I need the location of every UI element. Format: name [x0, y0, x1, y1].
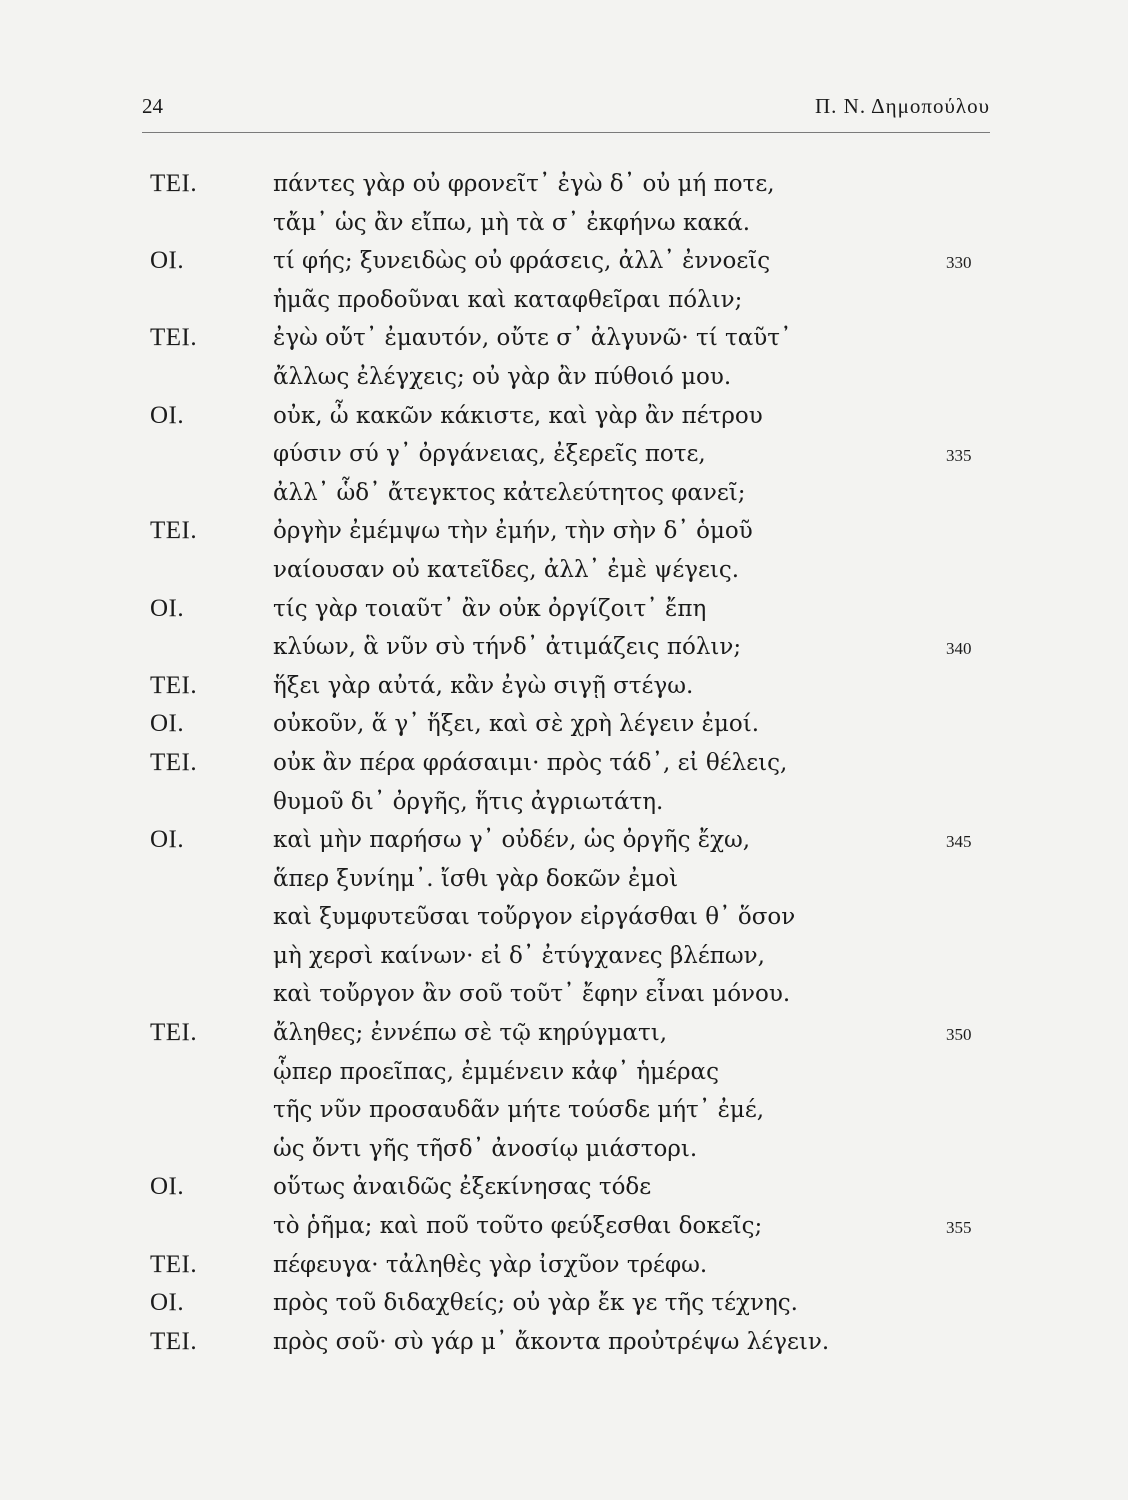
line-number: 340: [946, 639, 972, 659]
verse-text-line: θυμοῦ δι᾽ ὀργῆς, ἥτις ἀγριωτάτη.: [273, 788, 664, 815]
verse-line: [0, 898, 1128, 937]
speaker-label: ΟΙ.: [150, 401, 185, 429]
verse-text-line: ᾧπερ προεῖπας, ἐμμένειν κἀφ᾽ ἡμέρας: [273, 1058, 719, 1085]
running-head: Π. Ν. Δημοπούλου: [815, 94, 990, 118]
speaker-label: ΟΙ.: [150, 594, 185, 622]
verse-text-line: ὀργὴν ἐμέμψω τὴν ἐμήν, τὴν σὴν δ᾽ ὁμοῦ: [273, 518, 753, 545]
verse-line: [0, 281, 1128, 320]
verse-line: [0, 1014, 1128, 1053]
verse-text-line: τίς γὰρ τοιαῦτ᾽ ἂν οὐκ ὀργίζοιτ᾽ ἔπη: [273, 595, 707, 622]
verse-line: [0, 590, 1128, 629]
verse-text-line: καὶ μὴν παρήσω γ᾽ οὐδέν, ὡς ὀργῆς ἔχω,: [273, 827, 751, 854]
verse-line: [0, 821, 1128, 860]
verse-text-line: πρὸς σοῦ· σὺ γάρ μ᾽ ἄκοντα προὐτρέψω λέγειν.: [273, 1328, 830, 1355]
page-number: 24: [142, 94, 163, 118]
verse-line: [0, 744, 1128, 783]
verse-line: [0, 1168, 1128, 1207]
speaker-label: ΟΙ.: [150, 710, 185, 738]
verse-text-line: τὸ ῥῆμα; καὶ ποῦ τοῦτο φεύξεσθαι δοκεῖς;: [273, 1213, 763, 1240]
verse-line: [0, 397, 1128, 436]
verse-text-line: ναίουσαν οὐ κατεῖδες, ἀλλ᾽ ἐμὲ ψέγεις.: [273, 556, 740, 583]
verse-line: [0, 1130, 1128, 1169]
speaker-label: ΤΕΙ.: [150, 170, 198, 197]
page-header: [142, 92, 990, 133]
verse-line: [0, 1091, 1128, 1130]
verse-line: [0, 1323, 1128, 1362]
verse-line: [0, 204, 1128, 243]
verse-text-line: ἄληθες; ἐννέπω σὲ τῷ κηρύγματι,: [273, 1020, 668, 1047]
verse-text-line: πρὸς τοῦ διδαχθείς; οὐ γὰρ ἔκ γε τῆς τέχνης.: [273, 1290, 798, 1317]
verse-line: [0, 435, 1128, 474]
verse-line: [0, 783, 1128, 822]
verse-text-line: οὐκ ἂν πέρα φράσαιμι· πρὸς τάδ᾽, εἰ θέλεις,: [273, 749, 788, 776]
verse-text-line: πάντες γὰρ οὐ φρονεῖτ᾽ ἐγὼ δ᾽ οὐ μή ποτε,: [273, 171, 775, 197]
verse-text-line: ἥξει γὰρ αὐτά, κἂν ἐγὼ σιγῇ στέγω.: [273, 672, 694, 699]
verse-text-line: ἅπερ ξυνίημ᾽. ἴσθι γὰρ δοκῶν ἐμοὶ: [273, 865, 679, 892]
verse-line: [0, 474, 1128, 513]
verse-line: [0, 1207, 1128, 1246]
verse-line: [0, 1284, 1128, 1323]
verse-line: [0, 860, 1128, 899]
speaker-label: ΤΕΙ.: [150, 1327, 198, 1355]
verse-line: [0, 1053, 1128, 1092]
verse-text-line: οὐκοῦν, ἅ γ᾽ ἥξει, καὶ σὲ χρὴ λέγειν ἐμοί.: [273, 711, 760, 738]
verse-text-line: ἡμᾶς προδοῦναι καὶ καταφθεῖραι πόλιν;: [273, 286, 743, 313]
verse-text-line: ἐγὼ οὔτ᾽ ἐμαυτόν, οὔτε σ᾽ ἀλγυνῶ· τί ταῦτ᾽: [273, 325, 792, 352]
verse-text-line: ἄλλως ἐλέγχεις; οὐ γὰρ ἂν πύθοιό μου.: [273, 363, 732, 390]
verse-line: [0, 667, 1128, 706]
verse-line: [0, 358, 1128, 397]
verse-line: [0, 705, 1128, 744]
speaker-label: ΤΕΙ.: [150, 671, 198, 699]
verse-text-line: καὶ τοὔργον ἂν σοῦ τοῦτ᾽ ἔφην εἶναι μόνου.: [273, 981, 791, 1008]
line-number: 350: [946, 1025, 972, 1045]
speaker-label: ΤΕΙ.: [150, 1019, 198, 1047]
verse-text-line: κλύων, ἃ νῦν σὺ τήνδ᾽ ἀτιμάζεις πόλιν;: [273, 634, 742, 661]
verse-text: [0, 165, 1128, 1361]
verse-line: [0, 319, 1128, 358]
verse-line: [0, 512, 1128, 551]
verse-line: [0, 975, 1128, 1014]
verse-text-line: μὴ χερσὶ καίνων· εἰ δ᾽ ἐτύγχανες βλέπων,: [273, 942, 765, 969]
speaker-label: ΤΕΙ.: [150, 1250, 198, 1278]
verse-line: [0, 628, 1128, 667]
verse-line: [0, 242, 1128, 281]
verse-text-line: τῆς νῦν προσαυδᾶν μήτε τούσδε μήτ᾽ ἐμέ,: [273, 1097, 765, 1124]
verse-text-line: τί φής; ξυνειδὼς οὐ φράσεις, ἀλλ᾽ ἐννοεῖς: [273, 248, 771, 275]
verse-text-line: ἀλλ᾽ ὧδ᾽ ἄτεγκτος κἀτελεύτητος φανεῖ;: [273, 479, 746, 506]
verse-text-line: ὡς ὄντι γῆς τῆσδ᾽ ἀνοσίῳ μιάστορι.: [273, 1135, 698, 1162]
verse-text-line: φύσιν σύ γ᾽ ὀργάνειας, ἐξερεῖς ποτε,: [273, 441, 706, 468]
speaker-label: ΤΕΙ.: [150, 517, 198, 545]
speaker-label: ΟΙ.: [150, 826, 185, 854]
verse-text-line: καὶ ξυμφυτεῦσαι τοὔργον εἰργάσθαι θ᾽ ὅσον: [273, 904, 796, 931]
line-number: 335: [946, 446, 972, 466]
speaker-label: ΤΕΙ.: [150, 324, 198, 352]
verse-text-line: οὕτως ἀναιδῶς ἐξεκίνησας τόδε: [273, 1174, 652, 1201]
speaker-label: ΟΙ.: [150, 247, 185, 275]
line-number: 355: [946, 1218, 972, 1238]
speaker-label: ΟΙ.: [150, 1173, 185, 1201]
verse-text-line: πέφευγα· τἀληθὲς γὰρ ἰσχῦον τρέφω.: [273, 1251, 708, 1278]
verse-line: [0, 937, 1128, 976]
line-number: 330: [946, 253, 972, 273]
verse-text-line: τἄμ᾽ ὡς ἂν εἴπω, μὴ τὰ σ᾽ ἐκφήνω κακά.: [273, 209, 751, 236]
verse-line: [0, 551, 1128, 590]
line-number: 345: [946, 832, 972, 852]
speaker-label: ΟΙ.: [150, 1289, 185, 1317]
speaker-label: ΤΕΙ.: [150, 748, 198, 776]
verse-text-line: οὐκ, ὦ κακῶν κάκιστε, καὶ γὰρ ἂν πέτρου: [273, 402, 763, 429]
verse-line: [0, 165, 1128, 204]
verse-line: [0, 1246, 1128, 1285]
